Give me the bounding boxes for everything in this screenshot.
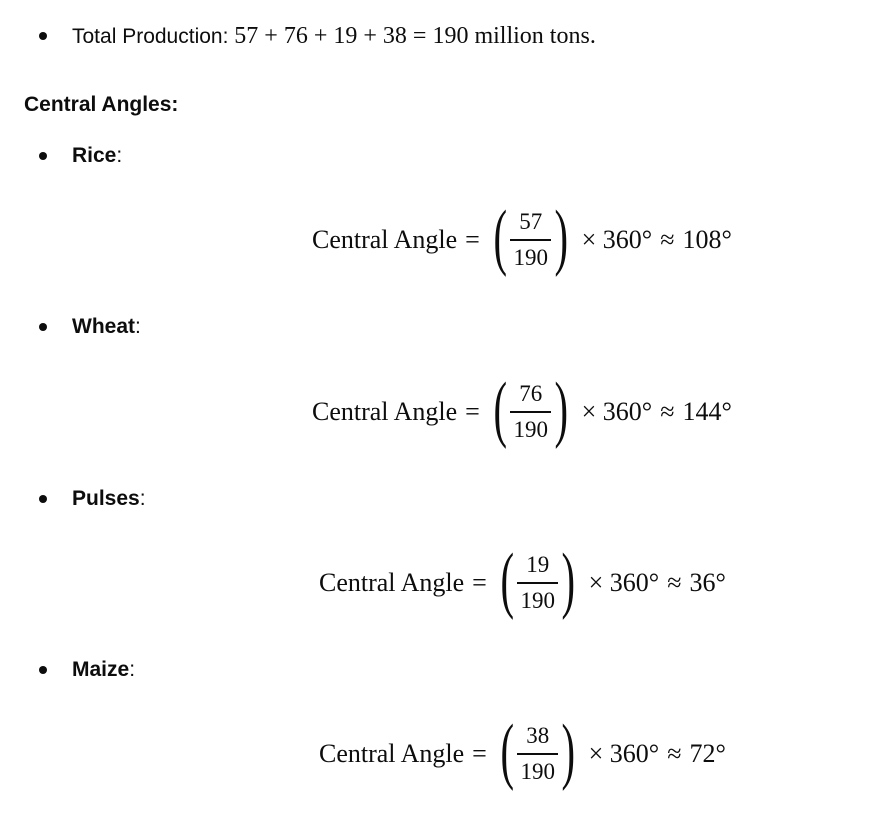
fraction-numerator: 57 <box>519 209 543 235</box>
equation-lhs: Central Angle <box>319 739 465 768</box>
fraction <box>510 208 551 271</box>
label-colon: : <box>135 315 141 338</box>
left-paren: ( <box>500 710 514 792</box>
fraction-denominator: 190 <box>520 758 555 784</box>
equation-wheat <box>312 368 740 452</box>
equation-result: 108° <box>682 225 732 254</box>
left-paren: ( <box>500 539 514 621</box>
section-heading: Central Angles: <box>24 93 179 116</box>
equals-sign: = <box>472 739 487 768</box>
bullet-dot-icon <box>39 152 47 160</box>
list-item-label-wrap <box>72 484 146 514</box>
fraction-numerator: 19 <box>526 552 550 578</box>
left-paren: ( <box>493 368 507 450</box>
label-colon: : <box>129 658 136 681</box>
fraction-denominator: 190 <box>513 244 548 270</box>
equation-result: 72° <box>689 739 726 768</box>
bullet-dot-icon <box>39 32 47 40</box>
fraction-numerator: 38 <box>526 723 550 749</box>
equation-lhs: Central Angle <box>312 225 458 254</box>
term-maize: 38 <box>382 22 407 49</box>
approx-sign: ≈ <box>667 568 682 597</box>
equation-result: 144° <box>682 397 732 426</box>
plus-sign: + <box>313 22 328 49</box>
approx-sign: ≈ <box>660 225 675 254</box>
list-item-label-wrap <box>72 312 141 342</box>
total-unit: million tons. <box>474 22 596 49</box>
right-paren: ) <box>561 710 576 792</box>
list-item-label-wrap <box>72 141 122 171</box>
total-production-equation <box>234 23 596 49</box>
total-sum: 190 <box>432 22 469 49</box>
list-item-label: Rice <box>72 144 117 167</box>
right-paren: ) <box>554 368 569 450</box>
plus-sign: + <box>363 22 377 49</box>
equals-sign: = <box>472 568 487 597</box>
equation-result: 36° <box>689 568 726 597</box>
term-rice: 57 <box>234 22 259 49</box>
bullet-dot-icon <box>39 323 47 331</box>
list-item-label: Maize <box>72 658 130 681</box>
equals-sign: = <box>412 22 427 49</box>
equation-pulses <box>319 539 734 623</box>
fraction-numerator: 76 <box>519 381 543 407</box>
list-item-label-wrap <box>72 655 135 685</box>
approx-sign: ≈ <box>660 397 675 426</box>
times-360: × 360° <box>581 225 653 254</box>
label-colon: : <box>139 487 146 510</box>
equals-sign: = <box>465 397 480 426</box>
fraction <box>517 551 558 614</box>
equation-maize <box>319 710 734 794</box>
equals-sign: = <box>465 225 480 254</box>
label-colon: : <box>116 144 123 167</box>
approx-sign: ≈ <box>667 739 682 768</box>
times-360: × 360° <box>581 397 653 426</box>
times-360: × 360° <box>588 739 660 768</box>
left-paren: ( <box>493 196 507 278</box>
bullet-dot-icon <box>39 495 47 503</box>
plus-sign: + <box>264 22 278 49</box>
times-360: × 360° <box>588 568 660 597</box>
term-wheat: 76 <box>283 22 308 49</box>
equation-lhs: Central Angle <box>312 397 458 426</box>
fraction-denominator: 190 <box>513 416 548 442</box>
fraction <box>510 380 551 443</box>
bullet-dot-icon <box>39 666 47 674</box>
fraction-denominator: 190 <box>520 587 555 613</box>
list-item-label: Pulses <box>72 487 140 510</box>
right-paren: ) <box>554 196 569 278</box>
right-paren: ) <box>561 539 576 621</box>
list-item-label: Wheat <box>72 315 135 338</box>
total-production-label: Total Production: <box>72 24 229 48</box>
equation-lhs: Central Angle <box>319 568 465 597</box>
equation-rice <box>312 196 740 280</box>
fraction <box>517 722 558 785</box>
total-production-text <box>72 21 596 52</box>
term-pulses: 19 <box>333 22 358 49</box>
